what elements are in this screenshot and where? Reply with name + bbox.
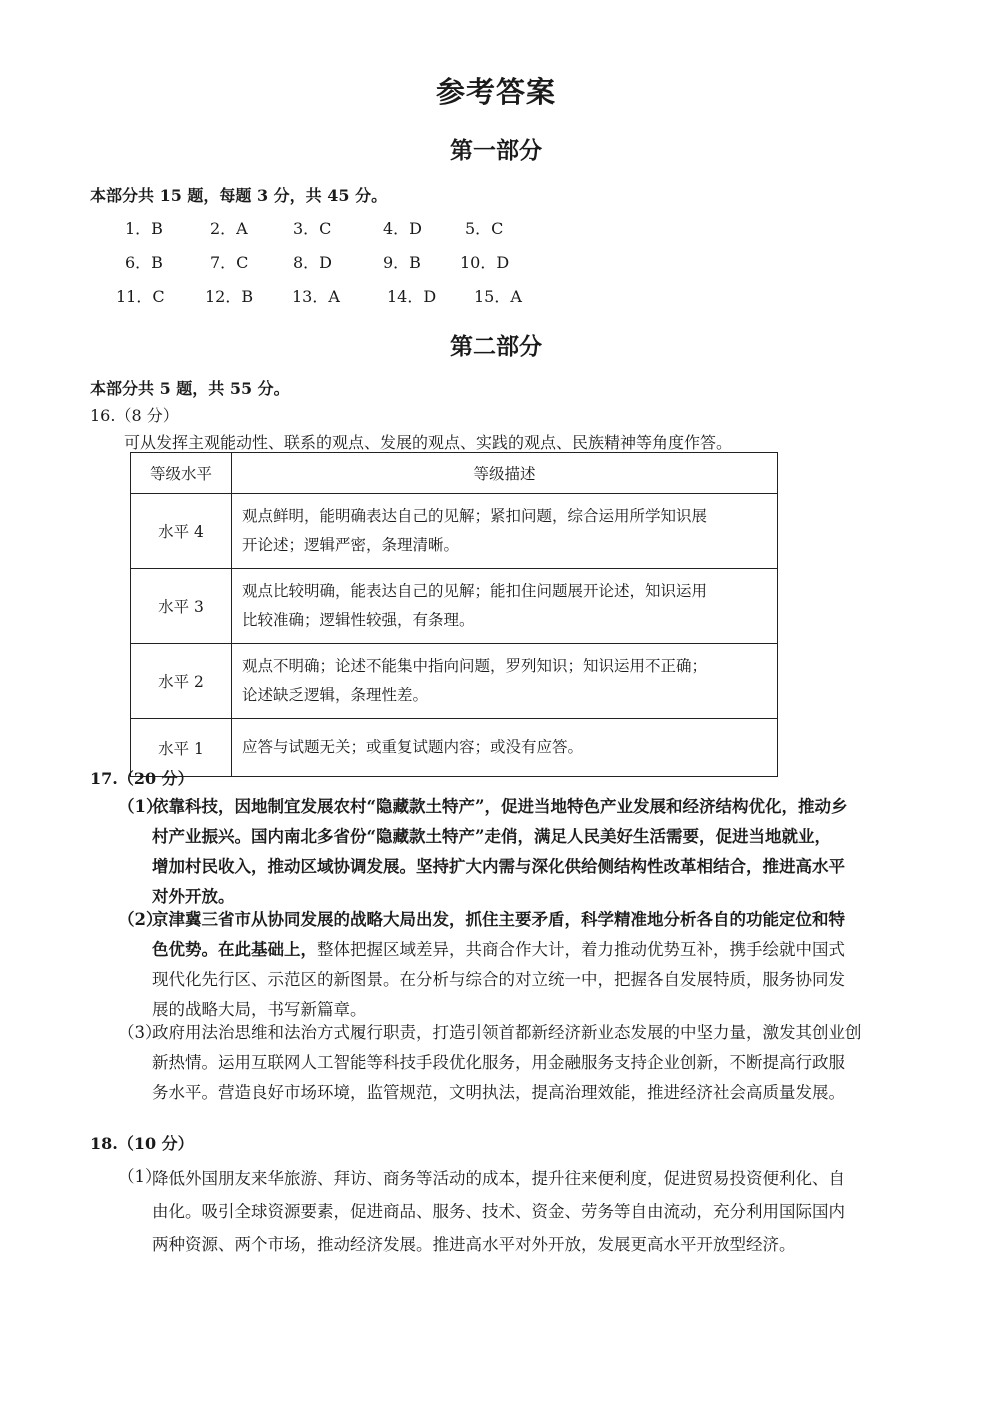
q17-part2-line: 展的战略大局，书写新篇章。 [152, 1000, 367, 1019]
q17-part3 [118, 1018, 862, 1108]
answer-3: 3．C [293, 219, 332, 238]
answer-7: 7．C [210, 253, 249, 272]
q17-part1-line: 依靠科技，因地制宜发展农村“隐藏款土特产”，促进当地特色产业发展和经济结构优化，推动乡 [152, 797, 848, 816]
q17-part1-number: （1） [118, 797, 163, 816]
q17-part2-line [152, 935, 845, 965]
desc-line: 观点比较明确，能表达自己的见解；能扣住问题展开论述，知识运用 [242, 582, 708, 600]
answer-13: 13．A [292, 287, 340, 306]
level-cell: 水平 3 [131, 569, 232, 644]
answer-12: 12．B [205, 287, 254, 306]
desc-line: 应答与试题无关；或重复试题内容；或没有应答。 [242, 738, 584, 756]
answer-5: 5．C [465, 219, 504, 238]
desc-line: 开论述；逻辑严密，条理清晰。 [242, 536, 460, 554]
level-cell: 水平 4 [131, 494, 232, 569]
answer-4: 4．D [383, 219, 423, 238]
q17-part2-number: （2） [118, 910, 163, 929]
q17-part2-bold-segment: 色优势。在此基础上， [152, 940, 317, 959]
q17-part1-line: 增加村民收入，推动区域协调发展。坚持扩大内需与深化供给侧结构性改革相结合，推进高水平 [152, 857, 845, 876]
q18-label: 18.（10 分） [90, 1134, 194, 1153]
desc-cell [232, 644, 778, 719]
part2-heading: 第二部分 [450, 333, 542, 360]
grading-table [130, 452, 778, 777]
table-row [131, 494, 778, 569]
desc-cell [232, 719, 778, 777]
q17-part1-line: 对外开放。 [152, 887, 235, 906]
level-cell: 水平 1 [131, 719, 232, 777]
q17-part1 [118, 792, 848, 912]
answer-10: 10．D [460, 253, 510, 272]
q18-part1-line: 降低外国朋友来华旅游、拜访、商务等活动的成本，提升往来便利度，促进贸易投资便利化、自 [152, 1169, 845, 1188]
q17-part3-number: （3） [118, 1023, 162, 1042]
desc-line: 论述缺乏逻辑，条理性差。 [242, 686, 429, 704]
q17-part2-segment: 整体把握区域差异，共商合作大计，着力推动优势互补，携手绘就中国式 [317, 940, 845, 959]
table-row [131, 719, 778, 777]
answer-14: 14．D [387, 287, 437, 306]
q17-part2-line: 京津冀三省市从协同发展的战略大局出发，抓住主要矛盾，科学精准地分析各自的功能定位和特 [152, 910, 845, 929]
q18-part1-line: 由化。吸引全球资源要素，促进商品、服务、技术、资金、劳务等自由流动，充分利用国际国内 [152, 1202, 845, 1221]
desc-line: 观点不明确；论述不能集中指向问题，罗列知识；知识运用不正确； [242, 657, 708, 675]
answer-6: 6．B [125, 253, 163, 272]
desc-line: 比较准确；逻辑性较强，有条理。 [242, 611, 475, 629]
q16-note: 可从发挥主观能动性、联系的观点、发展的观点、实践的观点、民族精神等角度作答。 [124, 433, 733, 452]
page-title: 参考答案 [435, 75, 556, 109]
q17-part2 [118, 905, 845, 1025]
q18-part1 [118, 1162, 845, 1261]
table-header-level: 等级水平 [131, 453, 232, 494]
desc-cell [232, 569, 778, 644]
table-row [131, 644, 778, 719]
answer-8: 8．D [293, 253, 333, 272]
q16-label: 16.（8 分） [90, 406, 179, 425]
table-header-desc: 等级描述 [232, 453, 778, 494]
q17-part3-line: 务水平。营造良好市场环境，监管规范，文明执法，提高治理效能，推进经济社会高质量发展。 [152, 1083, 845, 1102]
part1-heading: 第一部分 [450, 137, 542, 164]
desc-line: 观点鲜明，能明确表达自己的见解；紧扣问题，综合运用所学知识展 [242, 507, 708, 525]
table-row [131, 569, 778, 644]
answer-11: 11．C [116, 287, 165, 306]
q17-part3-line: 政府用法治思维和法治方式履行职责，打造引领首都新经济新业态发展的中坚力量，激发其创业创 [152, 1023, 862, 1042]
level-cell: 水平 2 [131, 644, 232, 719]
part2-intro: 本部分共 5 题，共 55 分。 [90, 379, 290, 398]
desc-cell [232, 494, 778, 569]
q17-part3-line: 新热情。运用互联网人工智能等科技手段优化服务，用金融服务支持企业创新，不断提高行政服 [152, 1053, 845, 1072]
answer-1: 1．B [125, 219, 163, 238]
q17-part1-line: 村产业振兴。国内南北多省份“隐藏款土特产”走俏，满足人民美好生活需要，促进当地就业， [152, 827, 831, 846]
q18-part1-number: （1） [118, 1167, 162, 1186]
q18-part1-line: 两种资源、两个市场，推动经济发展。推进高水平对外开放，发展更高水平开放型经济。 [152, 1235, 796, 1254]
q17-part2-line: 现代化先行区、示范区的新图景。在分析与综合的对立统一中，把握各自发展特质，服务协同发 [152, 970, 845, 989]
answer-2: 2．A [210, 219, 248, 238]
answer-15: 15．A [474, 287, 522, 306]
q17-label: 17.（20 分） [90, 769, 194, 788]
table-header-row [131, 453, 778, 494]
part1-intro: 本部分共 15 题，每题 3 分，共 45 分。 [90, 186, 388, 205]
answer-9: 9．B [383, 253, 421, 272]
